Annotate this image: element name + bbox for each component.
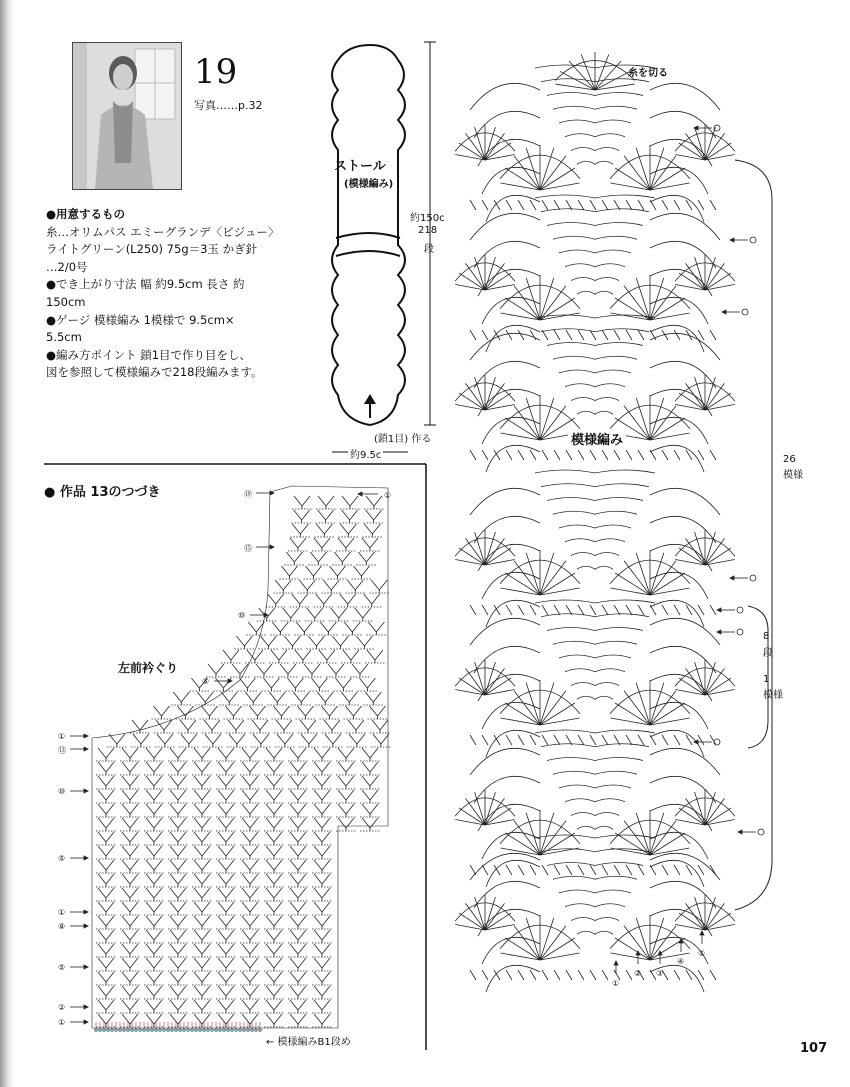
photo-page-reference: 写真……p.32: [194, 99, 263, 112]
row-mark-1-right: ①: [384, 491, 392, 500]
pattern-number: 19: [194, 52, 238, 92]
repeat-rows-one: 1: [763, 674, 770, 685]
bottom-mark-3: ③: [656, 969, 664, 978]
repeat-total-number: 26: [783, 454, 796, 465]
repeat-total-unit: 模様: [783, 470, 803, 481]
row-mark-5c: ⑤: [58, 963, 66, 972]
materials-line-1: 糸…オリムパス エミーグランデ〈ビジュー〉: [46, 224, 280, 239]
row-mark-1a: ①: [58, 732, 66, 741]
finished-size-line-1: ●でき上がり寸法 幅 約9.5cm 長さ 約: [46, 277, 245, 292]
stole-rows-number: 218: [418, 225, 438, 236]
pattern-stitch-label: 模様編み: [568, 429, 626, 448]
points-line-1: ●編み方ポイント 鎖1目で作り目をし、: [46, 347, 252, 362]
gauge-line-1: ●ゲージ 模様編み 1模様で 9.5cm×: [46, 312, 235, 327]
bottom-mark-4: ④: [677, 957, 685, 966]
continuation-title: ● 作品 13のつづき: [44, 485, 161, 500]
materials-line-2: ライトグリーン(L250) 75g＝3玉 かぎ針: [46, 242, 258, 257]
row-mark-5a: ⑤: [202, 677, 210, 686]
bottom-mark-1: ①: [612, 979, 620, 988]
repeat-rows-unit: 段: [763, 648, 773, 659]
row-mark-13: ⑬: [58, 746, 66, 755]
row-mark-19: ⑲: [244, 490, 252, 499]
page-number: 107: [800, 1041, 828, 1056]
row-mark-5b: ⑤: [58, 854, 66, 863]
stole-start-label: (鎖1目) 作る: [374, 434, 432, 445]
pattern-b-row-1-label: ← 模様編みB1段め: [266, 1037, 351, 1048]
row-mark-10a: ⑩: [238, 611, 246, 620]
materials-heading: ●用意するもの: [46, 207, 126, 221]
row-mark-15: ⑮: [244, 544, 252, 553]
row-mark-2: ②: [58, 1003, 66, 1012]
stole-title: ストール: [334, 159, 386, 174]
repeat-rows-number: 8: [763, 631, 770, 642]
materials-line-3: …2/0号: [46, 259, 88, 274]
row-mark-1c: ①: [58, 1018, 66, 1027]
finished-size-line-2: 150cm: [46, 294, 86, 309]
row-mark-8: ⑧: [58, 922, 66, 931]
bottom-mark-5: ⑤: [698, 949, 706, 958]
stole-rows-unit: 段: [424, 244, 434, 255]
stole-subtitle: (模様編み): [344, 179, 394, 190]
row-mark-1b: ①: [58, 908, 66, 917]
stole-length-label: 約150c: [410, 213, 445, 224]
bottom-mark-2: ②: [634, 969, 642, 978]
row-mark-10b: ⑩: [58, 787, 66, 796]
cut-yarn-label: 糸を切る: [628, 68, 668, 79]
repeat-rows-label: 模様: [763, 690, 783, 701]
gauge-line-2: 5.5cm: [46, 330, 82, 345]
points-line-2: 図を参照して模様編みで218段編みます。: [46, 365, 263, 380]
neckline-label: 左前衿ぐり: [118, 661, 179, 675]
stole-width-label: 約9.5c: [348, 446, 383, 461]
